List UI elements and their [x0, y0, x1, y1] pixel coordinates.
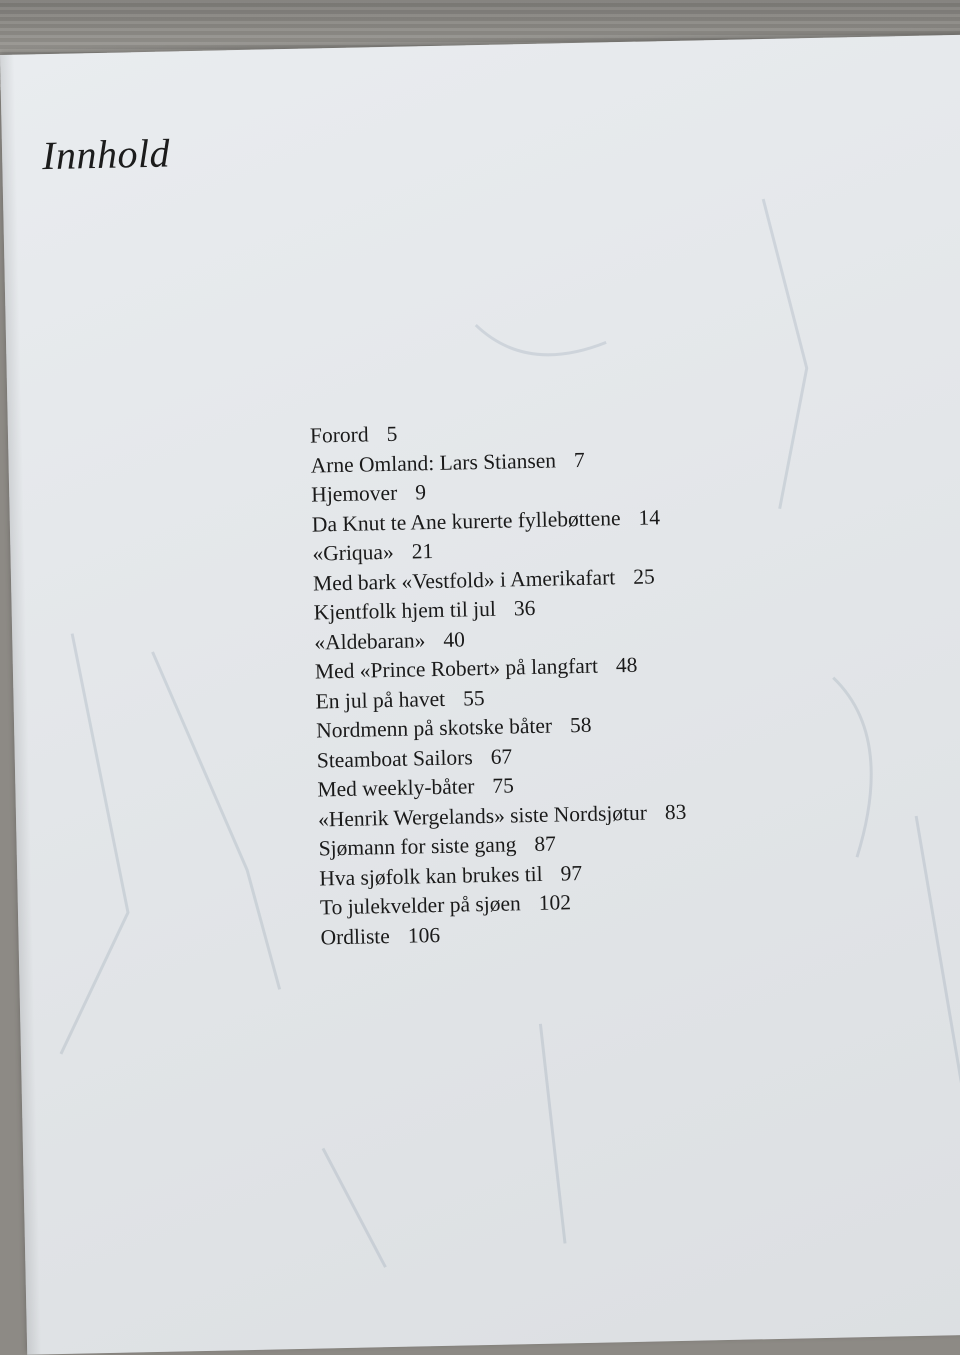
toc-entry-page: 67 [490, 743, 513, 769]
toc-entry-title: Steamboat Sailors [316, 744, 473, 773]
toc-entry-page: 55 [462, 685, 485, 710]
toc-entry-page: 25 [632, 563, 655, 589]
toc-entry-title: «Henrik Wergelands» siste Nordsjøtur [317, 800, 648, 832]
toc-entry-page: 40 [443, 626, 466, 652]
toc-entry-page: 83 [664, 799, 687, 824]
toc-entry-page: 97 [560, 860, 583, 885]
toc-entry-title: Med weekly-båter [317, 774, 475, 802]
toc-entry-title: Ordliste [320, 923, 391, 949]
toc-entry-title: Hjemover [311, 480, 398, 507]
toc-entry-title: «Aldebaran» [314, 627, 426, 655]
table-of-contents [310, 414, 689, 953]
toc-entry-page: 36 [513, 595, 536, 621]
toc-entry-title: Kjentfolk hjem til jul [313, 596, 497, 625]
toc-entry-title: «Griqua» [312, 539, 394, 566]
book-page [0, 34, 960, 1355]
toc-entry-page: 7 [573, 447, 586, 472]
toc-entry-page: 75 [492, 773, 515, 798]
toc-entry-title: Forord [309, 422, 369, 448]
toc-entry-page: 106 [407, 922, 441, 948]
toc-entry-page: 21 [411, 539, 434, 564]
toc-entry-title: Med bark «Vestfold» i Amerikafart [312, 564, 616, 596]
toc-entry-title: Arne Omland: Lars Stiansen [310, 447, 557, 478]
toc-entry-title: Da Knut te Ane kurerte fyllebøttene [311, 505, 621, 537]
toc-entry-page: 87 [534, 831, 557, 856]
toc-entry-title: Med «Prince Robert» på langfart [314, 653, 599, 684]
toc-entry-title: Hva sjøfolk kan brukes til [319, 861, 543, 890]
toc-entry-page: 48 [615, 652, 638, 678]
toc-entry-title: To julekvelder på sjøen [319, 891, 522, 920]
toc-entry-title: Nordmenn på skotske båter [315, 713, 553, 743]
toc-entry-page: 5 [386, 421, 398, 446]
toc-entry-page: 14 [638, 504, 661, 530]
page-title: Innhold [41, 130, 171, 179]
toc-entry-page: 102 [538, 890, 572, 915]
toc-entry-page: 9 [414, 480, 427, 505]
toc-entry-page: 58 [569, 712, 592, 738]
toc-entry-title: Sjømann for siste gang [318, 832, 517, 861]
toc-entry-title: En jul på havet [315, 686, 446, 714]
